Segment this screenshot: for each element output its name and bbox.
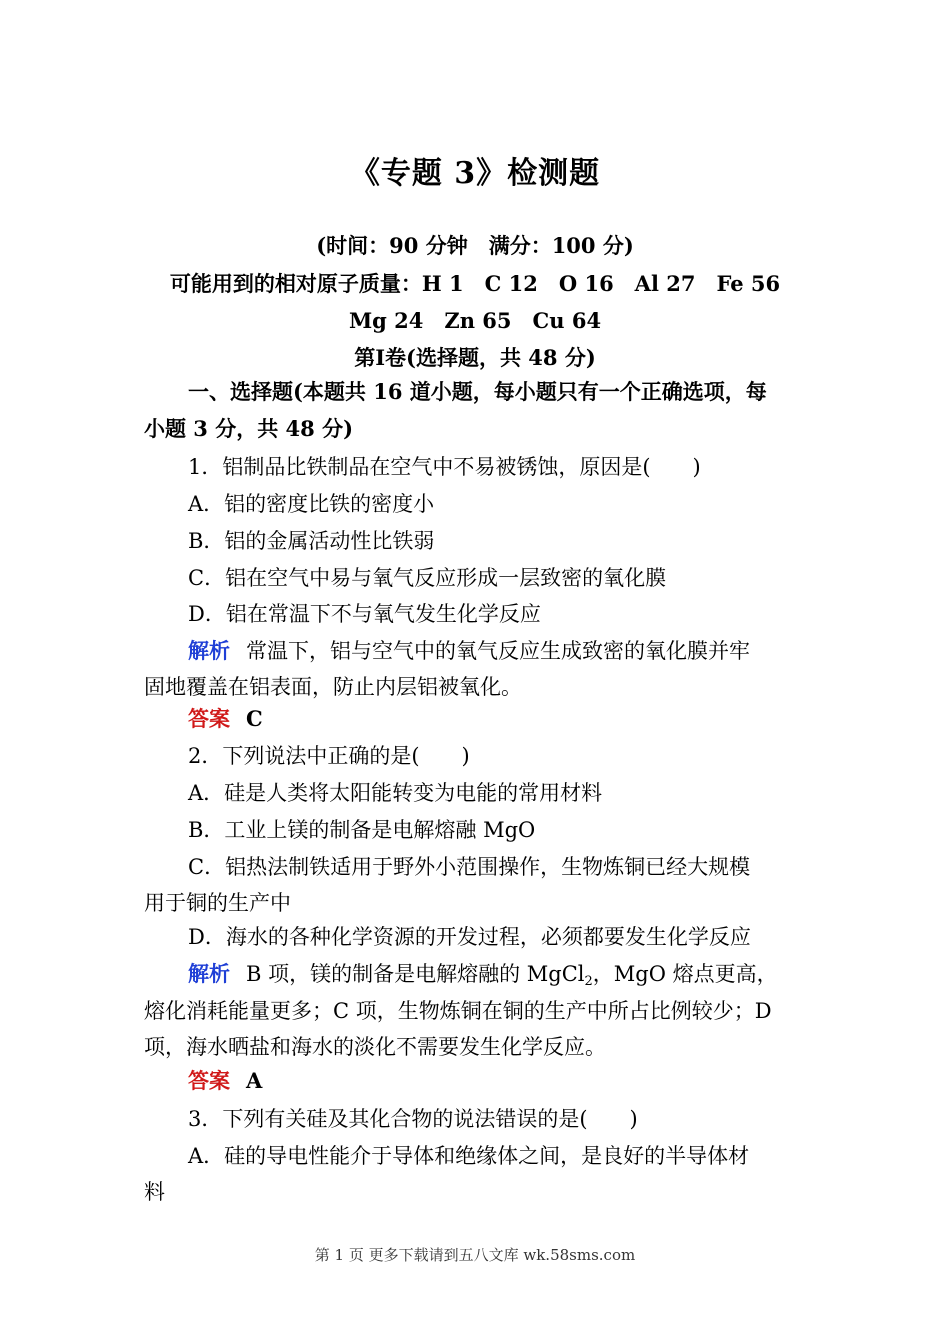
document-title: 《专题 3》检测题: [349, 156, 601, 191]
question-2-option-c-line-1: C．铝热法制铁适用于野外小范围操作，生物炼铜已经大规模: [188, 855, 751, 879]
time-info: (时间：90 分钟 满分：100 分): [316, 233, 634, 258]
question-3-option-a-line-1: A．硅的导电性能介于导体和绝缘体之间，是良好的半导体材: [188, 1144, 750, 1168]
question-2-stem: 2．下列说法中正确的是( ): [188, 744, 470, 768]
answer-value: C: [246, 706, 263, 731]
question-2-option-b: B．工业上镁的制备是电解熔融 MgO: [188, 818, 536, 842]
question-3-option-a-line-2: 料: [144, 1180, 165, 1204]
page-footer: 第 1 页 更多下载请到五八文库 wk.58sms.com: [314, 1246, 636, 1264]
section-heading-line-2: 小题 3 分，共 48 分): [144, 416, 354, 441]
question-1-answer: [188, 705, 263, 733]
answer-label: 答案: [188, 1068, 230, 1093]
question-3-stem: 3．下列有关硅及其化合物的说法错误的是( ): [188, 1107, 638, 1131]
question-2-answer: [188, 1067, 262, 1095]
analysis-text: 常温下，铝与空气中的氧气反应生成致密的氧化膜并牢: [246, 639, 750, 663]
analysis-text-cont: ，MgO 熔点更高，: [592, 962, 778, 986]
question-1-option-a: A．铝的密度比铁的密度小: [188, 492, 435, 516]
question-2-option-d: D．海水的各种化学资源的开发过程，必须都要发生化学反应: [188, 925, 751, 949]
question-1-stem: 1．铝制品比铁制品在空气中不易被锈蚀，原因是( ): [188, 455, 701, 479]
question-2-option-c-line-2: 用于铜的生产中: [144, 891, 291, 915]
analysis-text: B 项，镁的制备是电解熔融的 MgCl: [246, 962, 585, 986]
question-2-analysis-line-2: 熔化消耗能量更多；C 项，生物炼铜在铜的生产中所占比例较少；D: [144, 999, 772, 1023]
question-1-option-b: B．铝的金属活动性比铁弱: [188, 529, 435, 553]
question-2-option-a: A．硅是人类将太阳能转变为电能的常用材料: [188, 781, 603, 805]
question-1-option-c: C．铝在空气中易与氧气反应形成一层致密的氧化膜: [188, 566, 667, 590]
question-1-option-d: D．铝在常温下不与氧气发生化学反应: [188, 602, 541, 626]
atomic-mass-line-1: 可能用到的相对原子质量：H 1 C 12 O 16 Al 27 Fe 56: [169, 271, 781, 296]
question-2-analysis-line-3: 项，海水晒盐和海水的淡化不需要发生化学反应。: [144, 1035, 606, 1059]
question-1-analysis-line-1: [188, 637, 750, 665]
atomic-mass-line-2: Mg 24 Zn 65 Cu 64: [348, 308, 602, 333]
analysis-label: 解析: [188, 638, 230, 663]
analysis-label: 解析: [188, 961, 230, 986]
question-2-analysis-line-1: [188, 960, 778, 996]
section-heading-line-1: 一、选择题(本题共 16 道小题，每小题只有一个正确选项，每: [188, 379, 767, 404]
subscript: 2: [584, 974, 593, 989]
volume-title: 第Ⅰ卷(选择题，共 48 分): [354, 345, 596, 370]
answer-label: 答案: [188, 706, 230, 731]
question-1-analysis-line-2: 固地覆盖在铝表面，防止内层铝被氧化。: [144, 675, 522, 699]
answer-value: A: [246, 1068, 263, 1093]
